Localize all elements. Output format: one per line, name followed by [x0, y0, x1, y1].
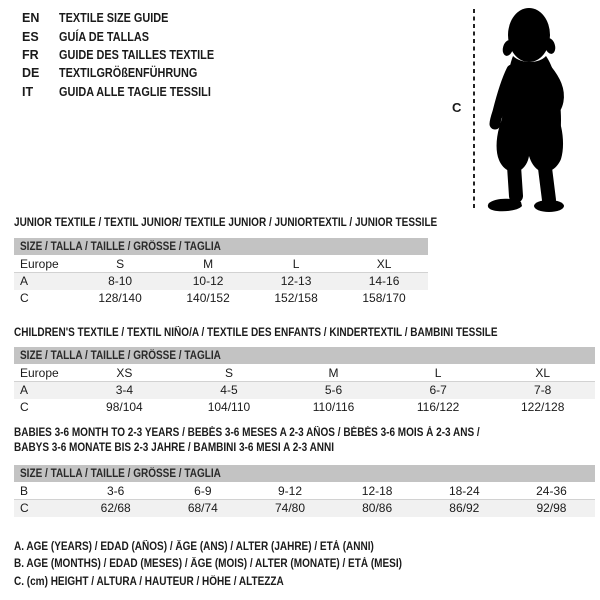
lang-row-it: [22, 83, 237, 101]
height-cell: 98/104: [106, 399, 143, 414]
age-cell: 12-18: [361, 483, 393, 498]
lang-title: TEXTILE SIZE GUIDE: [59, 11, 169, 26]
table-row: [14, 482, 595, 500]
toddler-silhouette-image: [483, 4, 585, 212]
height-cell: 158/170: [362, 290, 406, 305]
legend-notes: [14, 538, 460, 591]
height-cell: 140/152: [186, 290, 230, 305]
size-cell: S: [224, 365, 233, 380]
height-cell: 92/98: [536, 501, 567, 516]
lang-title: GUIDA ALLE TAGLIE TESSILI: [59, 84, 211, 99]
height-cell: 128/140: [98, 290, 142, 305]
row-label: A: [20, 274, 29, 289]
junior-size-header-bar: SIZE / TALLA / TAILLE / GRÖSSE / TAGLIA: [14, 238, 428, 255]
age-cell: 18-24: [448, 483, 480, 498]
junior-table: [14, 238, 428, 306]
table-row: [14, 290, 428, 307]
lang-row-en: [22, 9, 237, 27]
size-cell: L: [292, 256, 300, 271]
junior-table-title: JUNIOR TEXTILE / TEXTIL JUNIOR/ TEXTILE JUNIOR / JUNIORTEXTIL / JUNIOR TESSILE: [14, 217, 438, 229]
row-label: Europe: [20, 365, 59, 380]
age-cell: 12-13: [280, 274, 312, 289]
children-table: [14, 347, 595, 415]
height-cell: 152/158: [274, 290, 318, 305]
lang-code: EN: [22, 11, 40, 26]
height-cell: 68/74: [187, 501, 218, 516]
height-cell: 86/92: [449, 501, 480, 516]
lang-row-de: [22, 64, 237, 82]
table-row: [14, 500, 595, 517]
lang-code: IT: [22, 84, 34, 99]
children-table-title: CHILDREN'S TEXTILE / TEXTIL NIÑO/A / TEXTILE DES ENFANTS / KINDERTEXTIL / BAMBINI TESSILE: [14, 327, 498, 339]
age-cell: 14-16: [368, 274, 400, 289]
age-cell: 6-7: [429, 383, 447, 398]
height-cell: 110/116: [312, 399, 355, 414]
row-label: C: [20, 501, 29, 516]
height-measure-dashed-line: [473, 9, 475, 208]
lang-row-fr: [22, 46, 237, 64]
height-cell: 74/80: [274, 501, 305, 516]
lang-title: GUIDE DES TAILLES TEXTILE: [59, 47, 215, 62]
measure-label-c: C: [452, 100, 462, 115]
note-a: A. AGE (YEARS) / EDAD (AÑOS) / ÂGE (ANS) / ALTER (JAHRE) / ETÀ (ANNI): [14, 540, 374, 553]
table-row: [14, 364, 595, 382]
size-cell: L: [434, 365, 442, 380]
age-cell: 10-12: [192, 274, 224, 289]
lang-row-es: [22, 27, 237, 45]
row-label: B: [20, 483, 29, 498]
height-cell: 62/68: [100, 501, 131, 516]
age-cell: 6-9: [194, 483, 212, 498]
height-cell: 104/110: [207, 399, 251, 414]
table-row: [14, 399, 595, 416]
lang-code: FR: [22, 47, 39, 62]
height-cell: 116/122: [416, 399, 460, 414]
age-cell: 7-8: [534, 383, 552, 398]
lang-code: DE: [22, 66, 40, 81]
size-cell: S: [116, 256, 125, 271]
children-size-header-bar: SIZE / TALLA / TAILLE / GRÖSSE / TAGLIA: [14, 347, 595, 364]
table-row: [14, 382, 595, 399]
age-cell: 5-6: [324, 383, 343, 398]
table-row: [14, 255, 428, 273]
row-label: C: [20, 399, 29, 414]
babies-size-header-bar: SIZE / TALLA / TAILLE / GRÖSSE / TAGLIA: [14, 465, 595, 482]
row-label: C: [20, 290, 29, 305]
row-label: A: [20, 383, 29, 398]
age-cell: 9-12: [277, 483, 302, 498]
row-label: Europe: [20, 256, 59, 271]
lang-title: TEXTILGRÖßENFÜHRUNG: [59, 66, 198, 81]
size-cell: M: [203, 256, 214, 271]
table-row: [14, 273, 428, 290]
lang-title: GUÍA DE TALLAS: [59, 29, 150, 44]
age-cell: 4-5: [220, 383, 238, 398]
size-cell: XL: [376, 256, 392, 271]
babies-table-title: BABIES 3-6 MONTH TO 2-3 YEARS / BEBÉS 3-6 MESES A 2-3 AÑOS / BÉBÉS 3-6 MOIS À 2-3 ANS / BABYS 3-6 MONATE BIS 2-3 JAHRE / BAMBINI 3-6 MESI A 2-3 ANNI: [14, 427, 480, 454]
language-header: [22, 9, 237, 101]
height-cell: 122/128: [521, 399, 565, 414]
note-c: C. (cm) HEIGHT / ALTURA / HAUTEUR / HÖHE / ALTEZZA: [14, 575, 284, 588]
age-cell: 3-6: [107, 483, 125, 498]
size-cell: XL: [535, 365, 551, 380]
age-cell: 8-10: [108, 274, 133, 289]
lang-code: ES: [22, 29, 39, 44]
babies-table: [14, 465, 595, 517]
size-cell: M: [328, 365, 339, 380]
note-b: B. AGE (MONTHS) / EDAD (MESES) / ÂGE (MOIS) / ALTER (MONATE) / ETÀ (MESI): [14, 558, 402, 571]
height-cell: 80/86: [362, 501, 393, 516]
age-cell: 24-36: [536, 483, 567, 498]
size-cell: XS: [116, 365, 133, 380]
age-cell: 3-4: [115, 383, 134, 398]
